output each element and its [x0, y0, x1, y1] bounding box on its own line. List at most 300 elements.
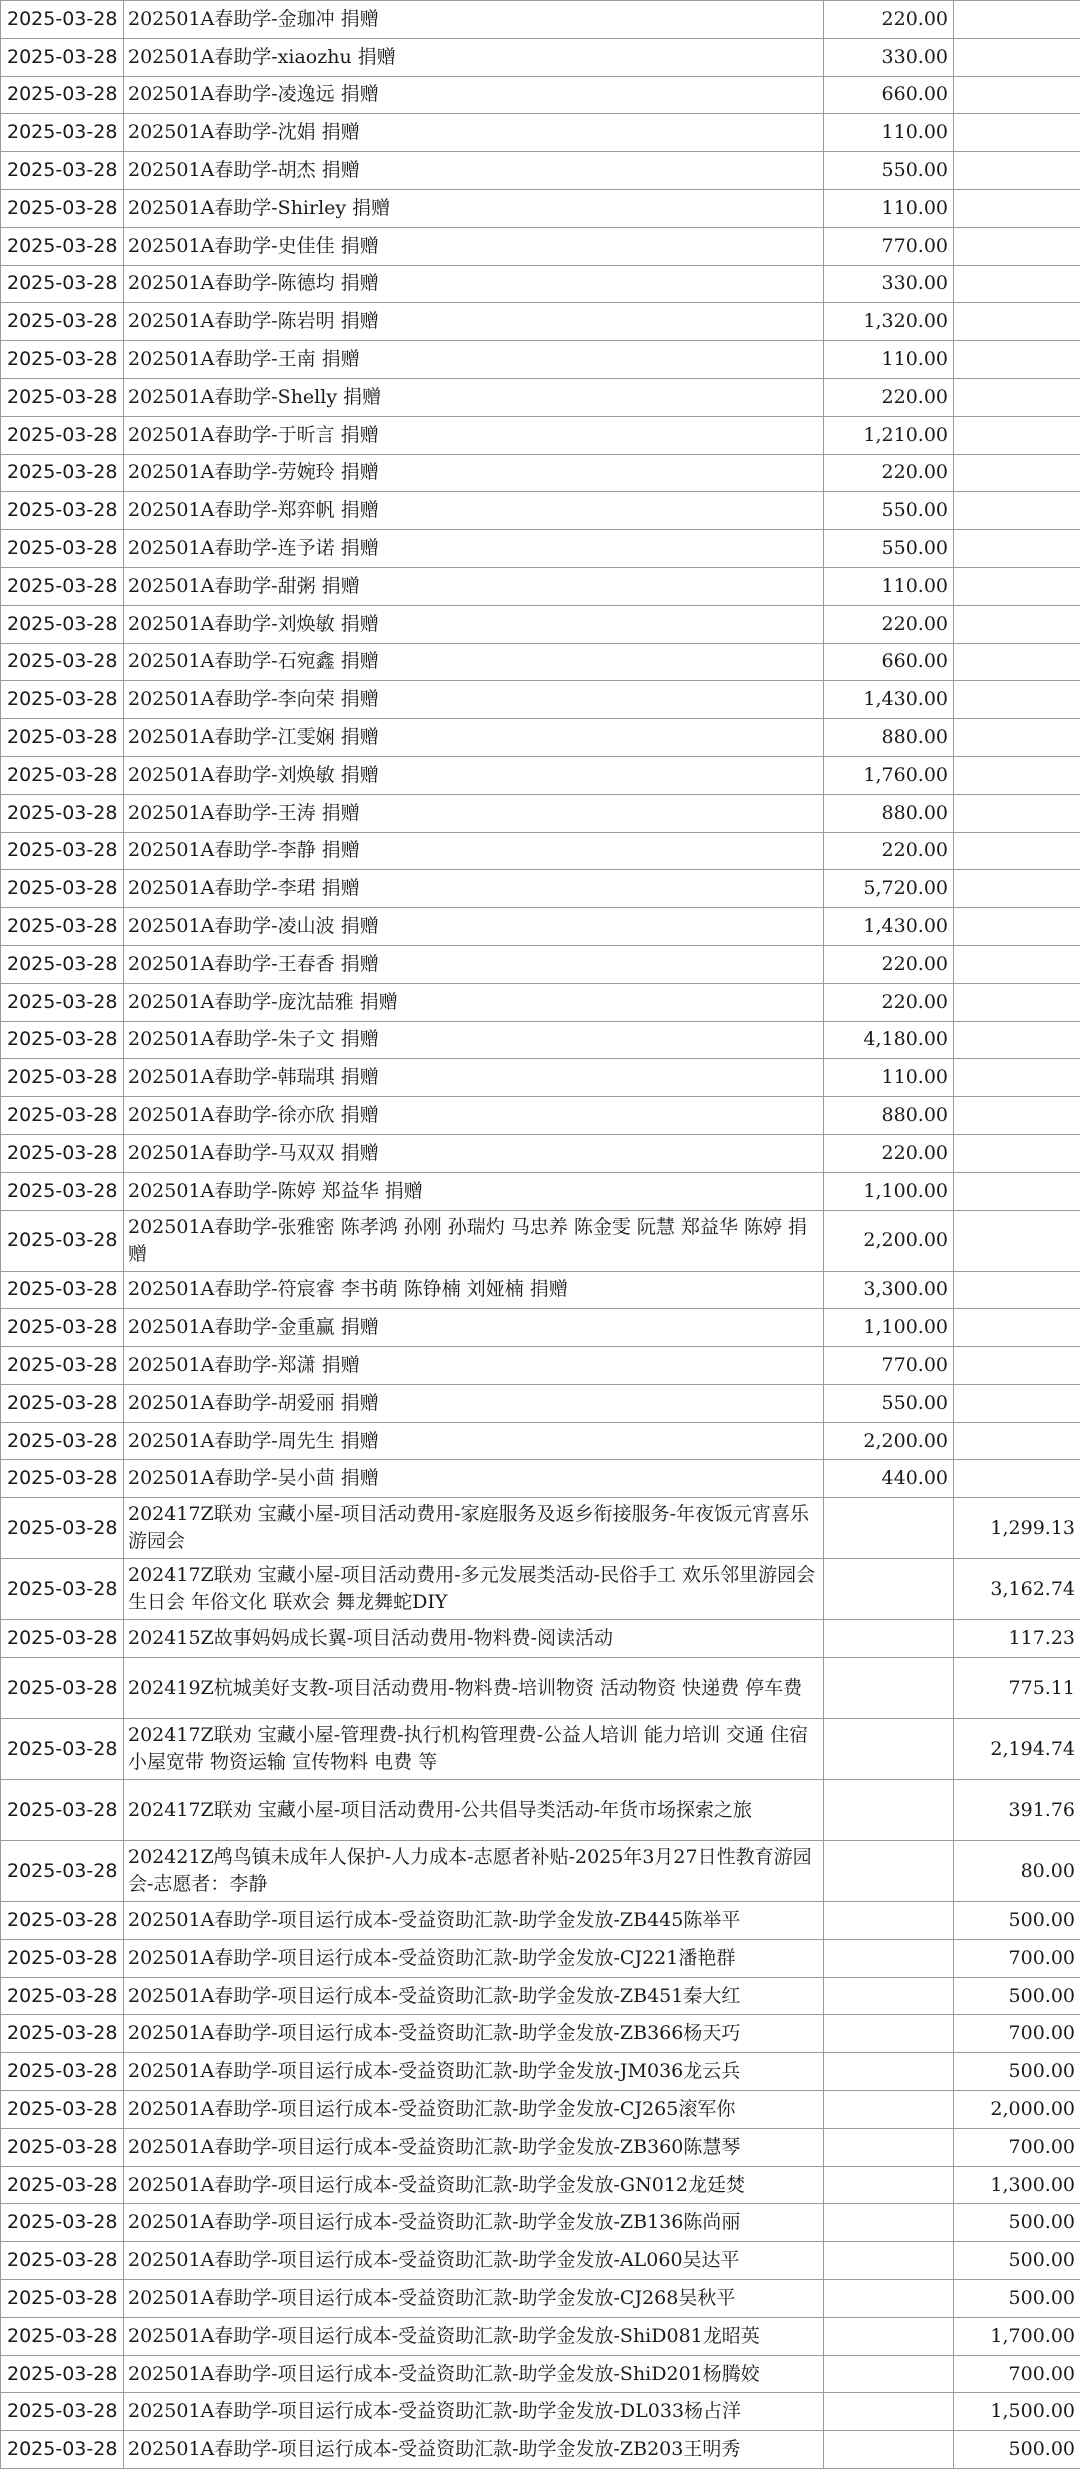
description-cell: 202501A春助学-陈德均 捐赠 [124, 265, 824, 303]
description-cell: 202501A春助学-李静 捐赠 [124, 832, 824, 870]
table-row [1, 908, 1080, 946]
table-row [1, 227, 1080, 265]
description-cell: 202501A春助学-陈岩明 捐赠 [124, 303, 824, 341]
description-cell: 202501A春助学-项目运行成本-受益资助汇款-助学金发放-ZB136陈尚丽 [124, 2204, 824, 2242]
income-amount-cell [824, 2204, 954, 2242]
description-cell: 202501A春助学-项目运行成本-受益资助汇款-助学金发放-CJ268吴秋平 [124, 2280, 824, 2318]
date-cell: 2025-03-28 [1, 2166, 124, 2204]
description-cell: 202501A春助学-王南 捐赠 [124, 341, 824, 379]
description-cell: 202501A春助学-史佳佳 捐赠 [124, 227, 824, 265]
income-amount-cell: 110.00 [824, 341, 954, 379]
description-cell: 202501A春助学-项目运行成本-受益资助汇款-助学金发放-JM036龙云兵 [124, 2053, 824, 2091]
date-cell: 2025-03-28 [1, 341, 124, 379]
description-cell: 202417Z联劝 宝藏小屋-项目活动费用-公共倡导类活动-年货市场探索之旅 [124, 1780, 824, 1841]
date-cell: 2025-03-28 [1, 2317, 124, 2355]
income-amount-cell [824, 2166, 954, 2204]
expense-amount-cell [954, 1210, 1080, 1271]
income-amount-cell [824, 2242, 954, 2280]
description-cell: 202501A春助学-庞沈喆雅 捐赠 [124, 983, 824, 1021]
income-amount-cell [824, 1841, 954, 1902]
expense-amount-cell [954, 681, 1080, 719]
description-cell: 202501A春助学-郑潇 捐赠 [124, 1347, 824, 1385]
date-cell: 2025-03-28 [1, 681, 124, 719]
description-cell: 202501A春助学-刘焕敏 捐赠 [124, 605, 824, 643]
description-cell: 202501A春助学-李珺 捐赠 [124, 870, 824, 908]
description-cell: 202501A春助学-项目运行成本-受益资助汇款-助学金发放-AL060吴达平 [124, 2242, 824, 2280]
date-cell: 2025-03-28 [1, 530, 124, 568]
expense-amount-cell: 500.00 [954, 1902, 1080, 1940]
description-cell: 202501A春助学-吴小茴 捐赠 [124, 1460, 824, 1498]
table-row [1, 1097, 1080, 1135]
date-cell: 2025-03-28 [1, 1841, 124, 1902]
income-amount-cell: 550.00 [824, 530, 954, 568]
description-cell: 202501A春助学-刘焕敏 捐赠 [124, 756, 824, 794]
income-amount-cell: 330.00 [824, 265, 954, 303]
income-amount-cell: 880.00 [824, 1097, 954, 1135]
expense-amount-cell [954, 908, 1080, 946]
date-cell: 2025-03-28 [1, 1172, 124, 1210]
income-amount-cell: 110.00 [824, 189, 954, 227]
table-row [1, 1271, 1080, 1309]
date-cell: 2025-03-28 [1, 1658, 124, 1719]
description-cell: 202501A春助学-郑弈帆 捐赠 [124, 492, 824, 530]
table-row [1, 1021, 1080, 1059]
table-row [1, 530, 1080, 568]
income-amount-cell: 1,100.00 [824, 1172, 954, 1210]
expense-amount-cell [954, 756, 1080, 794]
date-cell: 2025-03-28 [1, 1309, 124, 1347]
date-cell: 2025-03-28 [1, 1559, 124, 1620]
income-amount-cell: 110.00 [824, 1059, 954, 1097]
income-amount-cell: 220.00 [824, 983, 954, 1021]
income-amount-cell [824, 1977, 954, 2015]
table-row [1, 2015, 1080, 2053]
expense-amount-cell: 500.00 [954, 1977, 1080, 2015]
expense-amount-cell [954, 38, 1080, 76]
expense-amount-cell: 700.00 [954, 2128, 1080, 2166]
table-row [1, 1658, 1080, 1719]
expense-amount-cell [954, 530, 1080, 568]
table-row [1, 38, 1080, 76]
description-cell: 202501A春助学-项目运行成本-受益资助汇款-助学金发放-ShiD201杨腾姣 [124, 2355, 824, 2393]
income-amount-cell: 3,300.00 [824, 1271, 954, 1309]
date-cell: 2025-03-28 [1, 1384, 124, 1422]
income-amount-cell: 110.00 [824, 567, 954, 605]
table-row [1, 567, 1080, 605]
table-row [1, 643, 1080, 681]
expense-amount-cell [954, 416, 1080, 454]
expense-amount-cell [954, 1, 1080, 39]
table-row [1, 1347, 1080, 1385]
table-row [1, 416, 1080, 454]
expense-amount-cell [954, 1059, 1080, 1097]
description-cell: 202501A春助学-劳婉玲 捐赠 [124, 454, 824, 492]
expense-amount-cell [954, 1384, 1080, 1422]
date-cell: 2025-03-28 [1, 1498, 124, 1559]
description-cell: 202501A春助学-项目运行成本-受益资助汇款-助学金发放-ZB203王明秀 [124, 2431, 824, 2469]
table-row [1, 492, 1080, 530]
table-row [1, 2393, 1080, 2431]
description-cell: 202501A春助学-项目运行成本-受益资助汇款-助学金发放-CJ221潘艳群 [124, 1939, 824, 1977]
expense-amount-cell: 2,000.00 [954, 2091, 1080, 2129]
income-amount-cell: 1,430.00 [824, 908, 954, 946]
expense-amount-cell [954, 454, 1080, 492]
table-row [1, 1620, 1080, 1658]
table-row [1, 2355, 1080, 2393]
description-cell: 202501A春助学-xiaozhu 捐赠 [124, 38, 824, 76]
table-row [1, 832, 1080, 870]
table-row [1, 1498, 1080, 1559]
expense-amount-cell [954, 114, 1080, 152]
description-cell: 202501A春助学-连予诺 捐赠 [124, 530, 824, 568]
income-amount-cell [824, 1902, 954, 1940]
description-cell: 202501A春助学-项目运行成本-受益资助汇款-助学金发放-DL033杨占洋 [124, 2393, 824, 2431]
income-amount-cell [824, 2015, 954, 2053]
expense-amount-cell [954, 832, 1080, 870]
date-cell: 2025-03-28 [1, 1021, 124, 1059]
description-cell: 202501A春助学-石宛鑫 捐赠 [124, 643, 824, 681]
expense-amount-cell [954, 152, 1080, 190]
ledger-body [1, 1, 1080, 2469]
expense-amount-cell [954, 983, 1080, 1021]
expense-amount-cell: 1,500.00 [954, 2393, 1080, 2431]
date-cell: 2025-03-28 [1, 1, 124, 39]
date-cell: 2025-03-28 [1, 2128, 124, 2166]
income-amount-cell: 1,430.00 [824, 681, 954, 719]
table-row [1, 265, 1080, 303]
date-cell: 2025-03-28 [1, 1059, 124, 1097]
date-cell: 2025-03-28 [1, 1422, 124, 1460]
date-cell: 2025-03-28 [1, 1347, 124, 1385]
description-cell: 202501A春助学-胡爱丽 捐赠 [124, 1384, 824, 1422]
income-amount-cell [824, 2317, 954, 2355]
date-cell: 2025-03-28 [1, 1097, 124, 1135]
expense-amount-cell [954, 1097, 1080, 1135]
description-cell: 202501A春助学-张雅密 陈孝鸿 孙刚 孙瑞灼 马忠养 陈金雯 阮慧 郑益华 陈婷 捐赠 [124, 1210, 824, 1271]
table-row [1, 1719, 1080, 1780]
table-row [1, 870, 1080, 908]
expense-amount-cell: 117.23 [954, 1620, 1080, 1658]
date-cell: 2025-03-28 [1, 303, 124, 341]
description-cell: 202501A春助学-项目运行成本-受益资助汇款-助学金发放-GN012龙廷焚 [124, 2166, 824, 2204]
description-cell: 202501A春助学-项目运行成本-受益资助汇款-助学金发放-ZB360陈慧琴 [124, 2128, 824, 2166]
table-row [1, 2128, 1080, 2166]
expense-amount-cell: 1,700.00 [954, 2317, 1080, 2355]
description-cell: 202501A春助学-凌逸远 捐赠 [124, 76, 824, 114]
description-cell: 202501A春助学-Shelly 捐赠 [124, 378, 824, 416]
date-cell: 2025-03-28 [1, 152, 124, 190]
table-row [1, 1559, 1080, 1620]
expense-amount-cell: 1,300.00 [954, 2166, 1080, 2204]
expense-amount-cell [954, 1460, 1080, 1498]
expense-amount-cell [954, 605, 1080, 643]
income-amount-cell [824, 1620, 954, 1658]
description-cell: 202501A春助学-王春香 捐赠 [124, 945, 824, 983]
description-cell: 202421Z鸬鸟镇未成年人保护-人力成本-志愿者补贴-2025年3月27日性教育游园会-志愿者：李静 [124, 1841, 824, 1902]
date-cell: 2025-03-28 [1, 2393, 124, 2431]
income-amount-cell [824, 2355, 954, 2393]
description-cell: 202501A春助学-项目运行成本-受益资助汇款-助学金发放-ShiD081龙昭英 [124, 2317, 824, 2355]
expense-amount-cell [954, 567, 1080, 605]
date-cell: 2025-03-28 [1, 2053, 124, 2091]
description-cell: 202501A春助学-李向荣 捐赠 [124, 681, 824, 719]
table-row [1, 681, 1080, 719]
income-amount-cell: 220.00 [824, 378, 954, 416]
income-amount-cell: 220.00 [824, 605, 954, 643]
table-row [1, 756, 1080, 794]
expense-amount-cell [954, 719, 1080, 757]
description-cell: 202501A春助学-周先生 捐赠 [124, 1422, 824, 1460]
date-cell: 2025-03-28 [1, 1902, 124, 1940]
table-row [1, 76, 1080, 114]
table-row [1, 152, 1080, 190]
expense-amount-cell: 700.00 [954, 2015, 1080, 2053]
income-amount-cell [824, 2128, 954, 2166]
expense-amount-cell [954, 265, 1080, 303]
table-row [1, 189, 1080, 227]
date-cell: 2025-03-28 [1, 908, 124, 946]
expense-amount-cell: 700.00 [954, 2355, 1080, 2393]
income-amount-cell: 220.00 [824, 1, 954, 39]
date-cell: 2025-03-28 [1, 870, 124, 908]
date-cell: 2025-03-28 [1, 416, 124, 454]
income-amount-cell: 770.00 [824, 1347, 954, 1385]
expense-amount-cell [954, 1134, 1080, 1172]
table-row [1, 2431, 1080, 2469]
income-amount-cell: 220.00 [824, 1134, 954, 1172]
table-row [1, 1977, 1080, 2015]
expense-amount-cell: 775.11 [954, 1658, 1080, 1719]
income-amount-cell: 1,760.00 [824, 756, 954, 794]
income-amount-cell [824, 2393, 954, 2431]
table-row [1, 2242, 1080, 2280]
description-cell: 202501A春助学-项目运行成本-受益资助汇款-助学金发放-ZB451秦大红 [124, 1977, 824, 2015]
expense-amount-cell [954, 1271, 1080, 1309]
date-cell: 2025-03-28 [1, 1977, 124, 2015]
expense-amount-cell [954, 794, 1080, 832]
expense-amount-cell: 3,162.74 [954, 1559, 1080, 1620]
expense-amount-cell [954, 303, 1080, 341]
table-row [1, 1, 1080, 39]
expense-amount-cell: 80.00 [954, 1841, 1080, 1902]
expense-amount-cell: 700.00 [954, 1939, 1080, 1977]
income-amount-cell: 1,100.00 [824, 1309, 954, 1347]
date-cell: 2025-03-28 [1, 2091, 124, 2129]
table-row [1, 2053, 1080, 2091]
description-cell: 202501A春助学-朱子文 捐赠 [124, 1021, 824, 1059]
date-cell: 2025-03-28 [1, 38, 124, 76]
income-amount-cell: 550.00 [824, 1384, 954, 1422]
income-amount-cell: 2,200.00 [824, 1422, 954, 1460]
date-cell: 2025-03-28 [1, 2242, 124, 2280]
income-amount-cell: 440.00 [824, 1460, 954, 1498]
table-row [1, 1210, 1080, 1271]
table-row [1, 1309, 1080, 1347]
income-amount-cell [824, 2280, 954, 2318]
expense-amount-cell [954, 1347, 1080, 1385]
expense-amount-cell: 1,299.13 [954, 1498, 1080, 1559]
date-cell: 2025-03-28 [1, 1620, 124, 1658]
expense-amount-cell: 2,194.74 [954, 1719, 1080, 1780]
income-amount-cell: 110.00 [824, 114, 954, 152]
expense-amount-cell [954, 1021, 1080, 1059]
table-row [1, 2204, 1080, 2242]
table-row [1, 1841, 1080, 1902]
table-row [1, 719, 1080, 757]
income-amount-cell: 1,320.00 [824, 303, 954, 341]
income-amount-cell: 880.00 [824, 719, 954, 757]
income-amount-cell: 770.00 [824, 227, 954, 265]
description-cell: 202501A春助学-王涛 捐赠 [124, 794, 824, 832]
table-row [1, 1422, 1080, 1460]
income-amount-cell: 660.00 [824, 643, 954, 681]
description-cell: 202417Z联劝 宝藏小屋-项目活动费用-家庭服务及返乡衔接服务-年夜饭元宵喜乐游园会 [124, 1498, 824, 1559]
date-cell: 2025-03-28 [1, 2355, 124, 2393]
description-cell: 202501A春助学-徐亦欣 捐赠 [124, 1097, 824, 1135]
income-amount-cell [824, 1719, 954, 1780]
description-cell: 202415Z故事妈妈成长翼-项目活动费用-物料费-阅读活动 [124, 1620, 824, 1658]
description-cell: 202417Z联劝 宝藏小屋-管理费-执行机构管理费-公益人培训 能力培训 交通 住宿 小屋宽带 物资运输 宣传物料 电费 等 [124, 1719, 824, 1780]
expense-amount-cell [954, 643, 1080, 681]
description-cell: 202501A春助学-项目运行成本-受益资助汇款-助学金发放-CJ265滚军你 [124, 2091, 824, 2129]
expense-amount-cell: 391.76 [954, 1780, 1080, 1841]
date-cell: 2025-03-28 [1, 945, 124, 983]
table-row [1, 454, 1080, 492]
income-amount-cell [824, 1939, 954, 1977]
expense-amount-cell [954, 945, 1080, 983]
table-row [1, 1059, 1080, 1097]
date-cell: 2025-03-28 [1, 1134, 124, 1172]
income-amount-cell [824, 1559, 954, 1620]
income-amount-cell [824, 1658, 954, 1719]
description-cell: 202501A春助学-陈婷 郑益华 捐赠 [124, 1172, 824, 1210]
description-cell: 202501A春助学-Shirley 捐赠 [124, 189, 824, 227]
date-cell: 2025-03-28 [1, 832, 124, 870]
table-row [1, 2091, 1080, 2129]
expense-amount-cell: 500.00 [954, 2204, 1080, 2242]
date-cell: 2025-03-28 [1, 1719, 124, 1780]
table-row [1, 2166, 1080, 2204]
expense-amount-cell [954, 492, 1080, 530]
date-cell: 2025-03-28 [1, 719, 124, 757]
table-row [1, 1460, 1080, 1498]
expense-amount-cell [954, 341, 1080, 379]
table-row [1, 794, 1080, 832]
date-cell: 2025-03-28 [1, 114, 124, 152]
date-cell: 2025-03-28 [1, 983, 124, 1021]
description-cell: 202501A春助学-项目运行成本-受益资助汇款-助学金发放-ZB445陈举平 [124, 1902, 824, 1940]
date-cell: 2025-03-28 [1, 2431, 124, 2469]
description-cell: 202501A春助学-凌山波 捐赠 [124, 908, 824, 946]
income-amount-cell [824, 2431, 954, 2469]
date-cell: 2025-03-28 [1, 492, 124, 530]
expense-amount-cell [954, 189, 1080, 227]
expense-amount-cell [954, 1309, 1080, 1347]
income-amount-cell: 220.00 [824, 832, 954, 870]
income-amount-cell: 220.00 [824, 454, 954, 492]
description-cell: 202419Z杭城美好支教-项目活动费用-物料费-培训物资 活动物资 快递费 停车费 [124, 1658, 824, 1719]
description-cell: 202417Z联劝 宝藏小屋-项目活动费用-多元发展类活动-民俗手工 欢乐邻里游园会 生日会 年俗文化 联欢会 舞龙舞蛇DIY [124, 1559, 824, 1620]
table-row [1, 1384, 1080, 1422]
date-cell: 2025-03-28 [1, 1939, 124, 1977]
description-cell: 202501A春助学-符宸睿 李书萌 陈铮楠 刘娅楠 捐赠 [124, 1271, 824, 1309]
description-cell: 202501A春助学-马双双 捐赠 [124, 1134, 824, 1172]
expense-amount-cell [954, 870, 1080, 908]
date-cell: 2025-03-28 [1, 2015, 124, 2053]
date-cell: 2025-03-28 [1, 1460, 124, 1498]
table-row [1, 378, 1080, 416]
table-row [1, 605, 1080, 643]
date-cell: 2025-03-28 [1, 1210, 124, 1271]
expense-amount-cell [954, 227, 1080, 265]
table-row [1, 983, 1080, 1021]
description-cell: 202501A春助学-江雯娴 捐赠 [124, 719, 824, 757]
table-row [1, 2280, 1080, 2318]
income-amount-cell [824, 1780, 954, 1841]
date-cell: 2025-03-28 [1, 2280, 124, 2318]
table-row [1, 1172, 1080, 1210]
income-amount-cell [824, 1498, 954, 1559]
expense-amount-cell: 500.00 [954, 2242, 1080, 2280]
expense-amount-cell [954, 378, 1080, 416]
date-cell: 2025-03-28 [1, 567, 124, 605]
income-amount-cell: 5,720.00 [824, 870, 954, 908]
income-amount-cell: 330.00 [824, 38, 954, 76]
income-amount-cell [824, 2053, 954, 2091]
table-row [1, 1902, 1080, 1940]
table-row [1, 303, 1080, 341]
date-cell: 2025-03-28 [1, 265, 124, 303]
income-amount-cell: 550.00 [824, 152, 954, 190]
date-cell: 2025-03-28 [1, 1780, 124, 1841]
description-cell: 202501A春助学-沈娟 捐赠 [124, 114, 824, 152]
expense-amount-cell [954, 76, 1080, 114]
date-cell: 2025-03-28 [1, 378, 124, 416]
income-amount-cell: 550.00 [824, 492, 954, 530]
income-amount-cell: 1,210.00 [824, 416, 954, 454]
income-amount-cell: 660.00 [824, 76, 954, 114]
income-amount-cell: 4,180.00 [824, 1021, 954, 1059]
table-row [1, 1134, 1080, 1172]
expense-amount-cell [954, 1172, 1080, 1210]
table-row [1, 2317, 1080, 2355]
expense-amount-cell: 500.00 [954, 2053, 1080, 2091]
date-cell: 2025-03-28 [1, 794, 124, 832]
date-cell: 2025-03-28 [1, 605, 124, 643]
description-cell: 202501A春助学-于昕言 捐赠 [124, 416, 824, 454]
table-row [1, 1780, 1080, 1841]
description-cell: 202501A春助学-韩瑞琪 捐赠 [124, 1059, 824, 1097]
income-amount-cell [824, 2091, 954, 2129]
table-row [1, 945, 1080, 983]
date-cell: 2025-03-28 [1, 454, 124, 492]
date-cell: 2025-03-28 [1, 189, 124, 227]
income-amount-cell: 880.00 [824, 794, 954, 832]
description-cell: 202501A春助学-项目运行成本-受益资助汇款-助学金发放-ZB366杨天巧 [124, 2015, 824, 2053]
description-cell: 202501A春助学-金珈冲 捐赠 [124, 1, 824, 39]
date-cell: 2025-03-28 [1, 76, 124, 114]
income-amount-cell: 220.00 [824, 945, 954, 983]
date-cell: 2025-03-28 [1, 2204, 124, 2242]
date-cell: 2025-03-28 [1, 1271, 124, 1309]
description-cell: 202501A春助学-金重赢 捐赠 [124, 1309, 824, 1347]
table-row [1, 1939, 1080, 1977]
income-amount-cell: 2,200.00 [824, 1210, 954, 1271]
expense-amount-cell [954, 1422, 1080, 1460]
date-cell: 2025-03-28 [1, 756, 124, 794]
description-cell: 202501A春助学-甜粥 捐赠 [124, 567, 824, 605]
table-row [1, 114, 1080, 152]
